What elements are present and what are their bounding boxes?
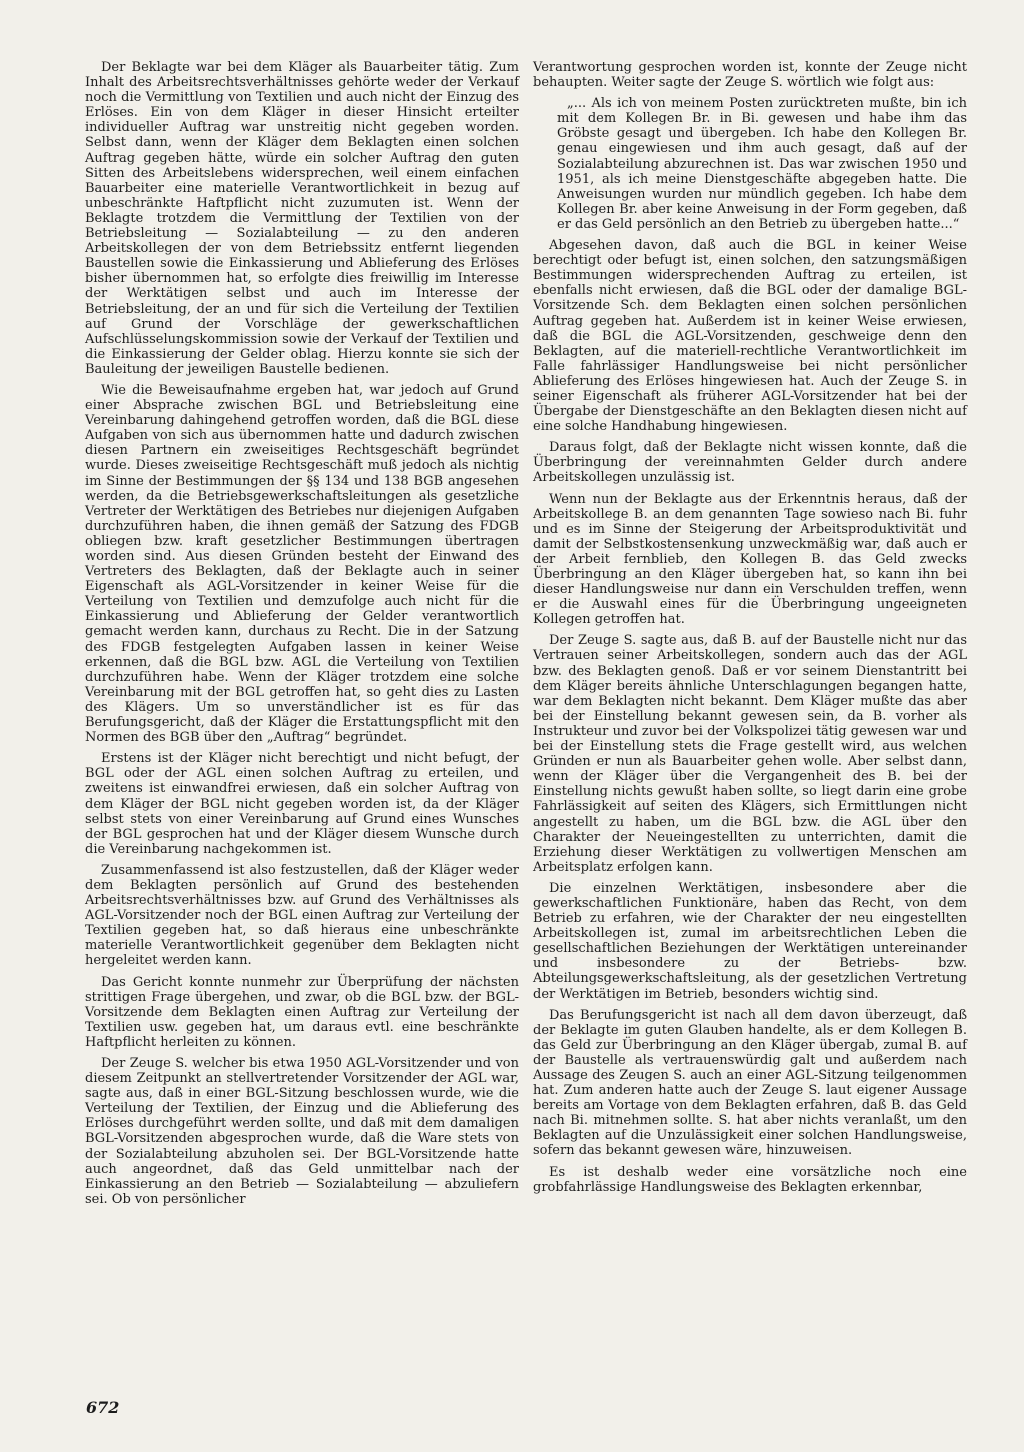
page-number: 672 bbox=[86, 1398, 120, 1417]
paragraph: Das Berufungsgericht ist nach all dem davon überzeugt, daß der Beklagte im guten Glauben handelte, als er dem Kollegen B. das Geld zur Überbringung an den Kläger übergab, zumal B. auf der Baustelle als vertrauenswürdig galt und außerdem nach Aussage des Zeugen S. auch an einer AGL-Sitzung teilgenommen hat. Zum anderen hatte auch der Zeuge S. laut eigener Aussage bereits am Vortage von dem Beklagten erfahren, daß B. das Geld nach Bi. mitnehmen sollte. S. hat aber nichts veranlaßt, um den Beklagten auf die Unzulässigkeit einer solchen Handlungsweise, sofern das bekannt gewesen wäre, hinzuweisen. bbox=[533, 1007, 967, 1159]
paragraph: Erstens ist der Kläger nicht berechtigt und nicht befugt, der BGL oder der AGL einen solchen Auftrag zu erteilen, und zweitens ist einwandfrei erwiesen, daß ein solcher Auftrag von dem Kläger der BGL nicht gegeben worden ist, da der Kläger selbst stets von einer Vereinbarung auf Grund eines Wunsches der BGL gesprochen hat und der Kläger diesem Wunsche durch die Vereinbarung nachgekommen ist. bbox=[85, 751, 519, 857]
paragraph-continued: Verantwortung gesprochen worden ist, konnte der Zeuge nicht behaupten. Weiter sagte der Zeuge S. wörtlich wie folgt aus: bbox=[533, 60, 967, 91]
paragraph: Wenn nun der Beklagte aus der Erkenntnis heraus, daß der Arbeitskollege B. an dem genannten Tage sowieso nach Bi. fuhr und es im Sinne der Steigerung der Arbeitsproduktivität und damit der Selbstkostensenkung unzweckmäßig war, daß auch er der Arbeit fernblieb, den Kollegen B. das Geld zwecks Überbringung an den Kläger übergeben hat, so kann ihn bei dieser Handlungsweise nur dann ein Verschulden treffen, wenn er die Auswahl eines für die Überbringung ungeeigneten Kollegen getroffen hat. bbox=[533, 491, 967, 628]
quote-text: „... Als ich von meinem Posten zurücktreten mußte, bin ich mit dem Kollegen Br. in Bi. gewesen und habe ihm das Gröbste gesagt und übergeben. Ich habe den Kollegen Br. genau eingewiesen und ihm auch gesagt, daß auf der Sozialabteilung abzurechnen ist. Das war zwischen 1950 und 1951, als ich meine Dienstgeschäfte abgegeben hatte. Die Anweisungen wurden nur mündlich gegeben. Ich habe dem Kollegen Br. aber keine Anweisung in der Form gegeben, daß er das Geld persönlich an den Betrieb zu übergeben hatte...“ bbox=[557, 96, 967, 232]
paragraph: Daraus folgt, daß der Beklagte nicht wissen konnte, daß die Überbringung der vereinnahmten Gelder durch andere Arbeitskollegen unzulässig ist. bbox=[533, 440, 967, 486]
paragraph: Abgesehen davon, daß auch die BGL in keiner Weise berechtigt oder befugt ist, einen solchen, den satzungsmäßigen Bestimmungen widersprechenden Auftrag zu erteilen, ist ebenfalls nicht erwiesen, daß die BGL oder der damalige BGL-Vorsitzende Sch. dem Beklagten einen solchen persönlichen Auftrag gegeben hat. Außerdem ist in keiner Weise erwiesen, daß die BGL die AGL-Vorsitzenden, geschweige denn den Beklagten, auf die materiell-rechtliche Verantwortlichkeit im Falle fahrlässiger Handlungsweise bei nicht persönlicher Ablieferung des Erlöses hingewiesen hat. Auch der Zeuge S. in seiner Eigenschaft als früherer AGL-Vorsitzender hat bei der Übergabe der Dienstgeschäfte an den Beklagten diesen nicht auf eine solche Handhabung hingewiesen. bbox=[533, 238, 967, 435]
right-column bbox=[533, 60, 967, 1201]
paragraph: Der Zeuge S. sagte aus, daß B. auf der Baustelle nicht nur das Vertrauen seiner Arbeitskollegen, sondern auch das der AGL bzw. des Beklagten genoß. Daß er vor seinem Dienstantritt bei dem Kläger bereits ähnliche Unterschlagungen begangen hatte, war dem Beklagten nicht bekannt. Dem Kläger mußte das aber bei der Einstellung bekannt gewesen sein, da B. vorher als Instrukteur und zuvor bei der Volkspolizei tätig gewesen war und bei der Einstellung stets die Frage gestellt wird, aus welchen Gründen er nun als Bauarbeiter gehen wolle. Aber selbst dann, wenn der Kläger über die Vergangenheit des B. bei der Einstellung nichts gewußt haben sollte, so liegt darin eine grobe Fahrlässigkeit auf seiten des Klägers, sich Ermittlungen nicht angestellt zu haben, um die BGL bzw. die AGL über den Charakter der Neueingestellten zu unterrichten, damit die Erziehung dieser Werktätigen zu vollwertigen Menschen am Arbeitsplatz erfolgen kann. bbox=[533, 633, 967, 875]
left-column bbox=[85, 60, 519, 1213]
paragraph: Das Gericht konnte nunmehr zur Überprüfung der nächsten strittigen Frage übergehen, und zwar, ob die BGL bzw. der BGL-Vorsitzende dem Beklagten einen Auftrag zur Verteilung der Textilien usw. gegeben hat, um daraus evtl. eine beschränkte Haftpflicht herleiten zu können. bbox=[85, 974, 519, 1050]
paragraph: Der Zeuge S. welcher bis etwa 1950 AGL-Vorsitzender und von diesem Zeitpunkt an stellvertretender Vorsitzender der AGL war, sagte aus, daß in einer BGL-Sitzung beschlossen wurde, wie die Verteilung der Textilien, der Einzug und die Ablieferung des Erlöses durchgeführt werden sollte, und daß mit dem damaligen BGL-Vorsitzenden abgesprochen wurde, daß die Ware stets von der Sozialabteilung abzuholen sei. Der BGL-Vorsitzende hatte auch angeordnet, daß das Geld unmittelbar nach der Einkassierung an den Betrieb — Sozialabteilung — abzuliefern sei. Ob von persönlicher bbox=[85, 1056, 519, 1207]
paragraph: Es ist deshalb weder eine vorsätzliche noch eine grobfahrlässige Handlungsweise des Beklagten erkennbar, bbox=[533, 1164, 967, 1195]
paragraph: Wie die Beweisaufnahme ergeben hat, war jedoch auf Grund einer Absprache zwischen BGL und Betriebsleitung eine Vereinbarung dahingehend getroffen worden, daß die BGL diese Aufgaben von sich aus übernommen hatte und dadurch zwischen diesen Partnern ein zweiseitiges Rechtsgeschäft begründet wurde. Dieses zweiseitige Rechtsgeschäft muß jedoch als nichtig im Sinne der Bestimmungen der §§ 134 und 138 BGB angesehen werden, da die Betriebsgewerkschaftsleitungen als gesetzliche Vertreter der Werktätigen des Betriebes nur diejenigen Aufgaben durchzuführen haben, die ihnen gemäß der Satzung des FDGB obliegen bzw. kraft gesetzlicher Bestimmungen übertragen worden sind. Aus diesen Gründen besteht der Einwand des Vertreters des Beklagten, daß der Beklagte auch in seiner Eigenschaft als AGL-Vorsitzender in keiner Weise für die Verteilung von Textilien und demzufolge auch nicht für die Einkassierung und Ablieferung der Gelder verantwortlich gemacht werden kann, durchaus zu Recht. Die in der Satzung des FDGB festgelegten Aufgaben lassen in keiner Weise erkennen, daß die BGL bzw. AGL die Verteilung von Textilien durchzuführen habe. Wenn der Kläger trotzdem eine solche Vereinbarung mit der BGL getroffen hat, so geht dies zu Lasten des Klägers. Um so unverständlicher ist es für das Berufungsgericht, daß der Kläger die Erstattungspflicht mit den Normen des BGB über den „Auftrag“ begründet. bbox=[85, 382, 519, 746]
witness-quote bbox=[557, 96, 967, 232]
paragraph: Zusammenfassend ist also festzustellen, daß der Kläger weder dem Beklagten persönlich auf Grund des bestehenden Arbeitsrechtsverhältnisses bzw. auf Grund des Verhältnisses als AGL-Vorsitzender noch der BGL einen Auftrag zur Verteilung der Textilien gegeben hat, so daß hieraus eine unbeschränkte materielle Verantwortlichkeit gegenüber dem Beklagten nicht hergeleitet werden kann. bbox=[85, 862, 519, 969]
paragraph: Der Beklagte war bei dem Kläger als Bauarbeiter tätig. Zum Inhalt des Arbeitsrechtsverhältnisses gehörte weder der Verkauf noch die Vermittlung von Textilien und auch nicht der Einzug des Erlöses. Ein von dem Kläger in dieser Hinsicht erteilter individueller Auftrag war unstreitig nicht gegeben worden. Selbst dann, wenn der Kläger dem Beklagten einen solchen Auftrag gegeben hätte, würde ein solcher Auftrag den guten Sitten des Arbeitslebens widersprechen, weil einem einfachen Bauarbeiter eine materielle Verantwortlichkeit in bezug auf unbeschränkte Haftpflicht nicht zuzumuten ist. Wenn der Beklagte trotzdem die Vermittlung der Textilien von der Betriebsleitung — Sozialabteilung — zu den anderen Arbeitskollegen der von dem Betriebssitz entfernt liegenden Baustellen sowie die Einkassierung und Ablieferung des Erlöses bisher übernommen hat, so erfolgte dies freiwillig im Interesse der Werktätigen selbst und auch im Interesse der Betriebsleitung, der an und für sich die Verteilung der Textilien auf Grund der Vorschläge der gewerkschaftlichen Aufschlüsselungskommission sowie der Verkauf der Textilien und die Einkassierung der Gelder oblag. Hierzu konnte sie sich der Bauleitung der jeweiligen Baustelle bedienen. bbox=[85, 60, 519, 377]
paragraph: Die einzelnen Werktätigen, insbesondere aber die gewerkschaftlichen Funktionäre, haben das Recht, von dem Betrieb zu erfahren, wie der Charakter der neu eingestellten Arbeitskollegen ist, zumal im arbeitsrechtlichen Leben die gesellschaftlichen Beziehungen der Werktätigen untereinander und insbesondere zu der Betriebs- bzw. Abteilungsgewerkschaftsleitung, als der gesetzlichen Vertretung der Werktätigen im Betrieb, besonders wichtig sind. bbox=[533, 880, 967, 1002]
